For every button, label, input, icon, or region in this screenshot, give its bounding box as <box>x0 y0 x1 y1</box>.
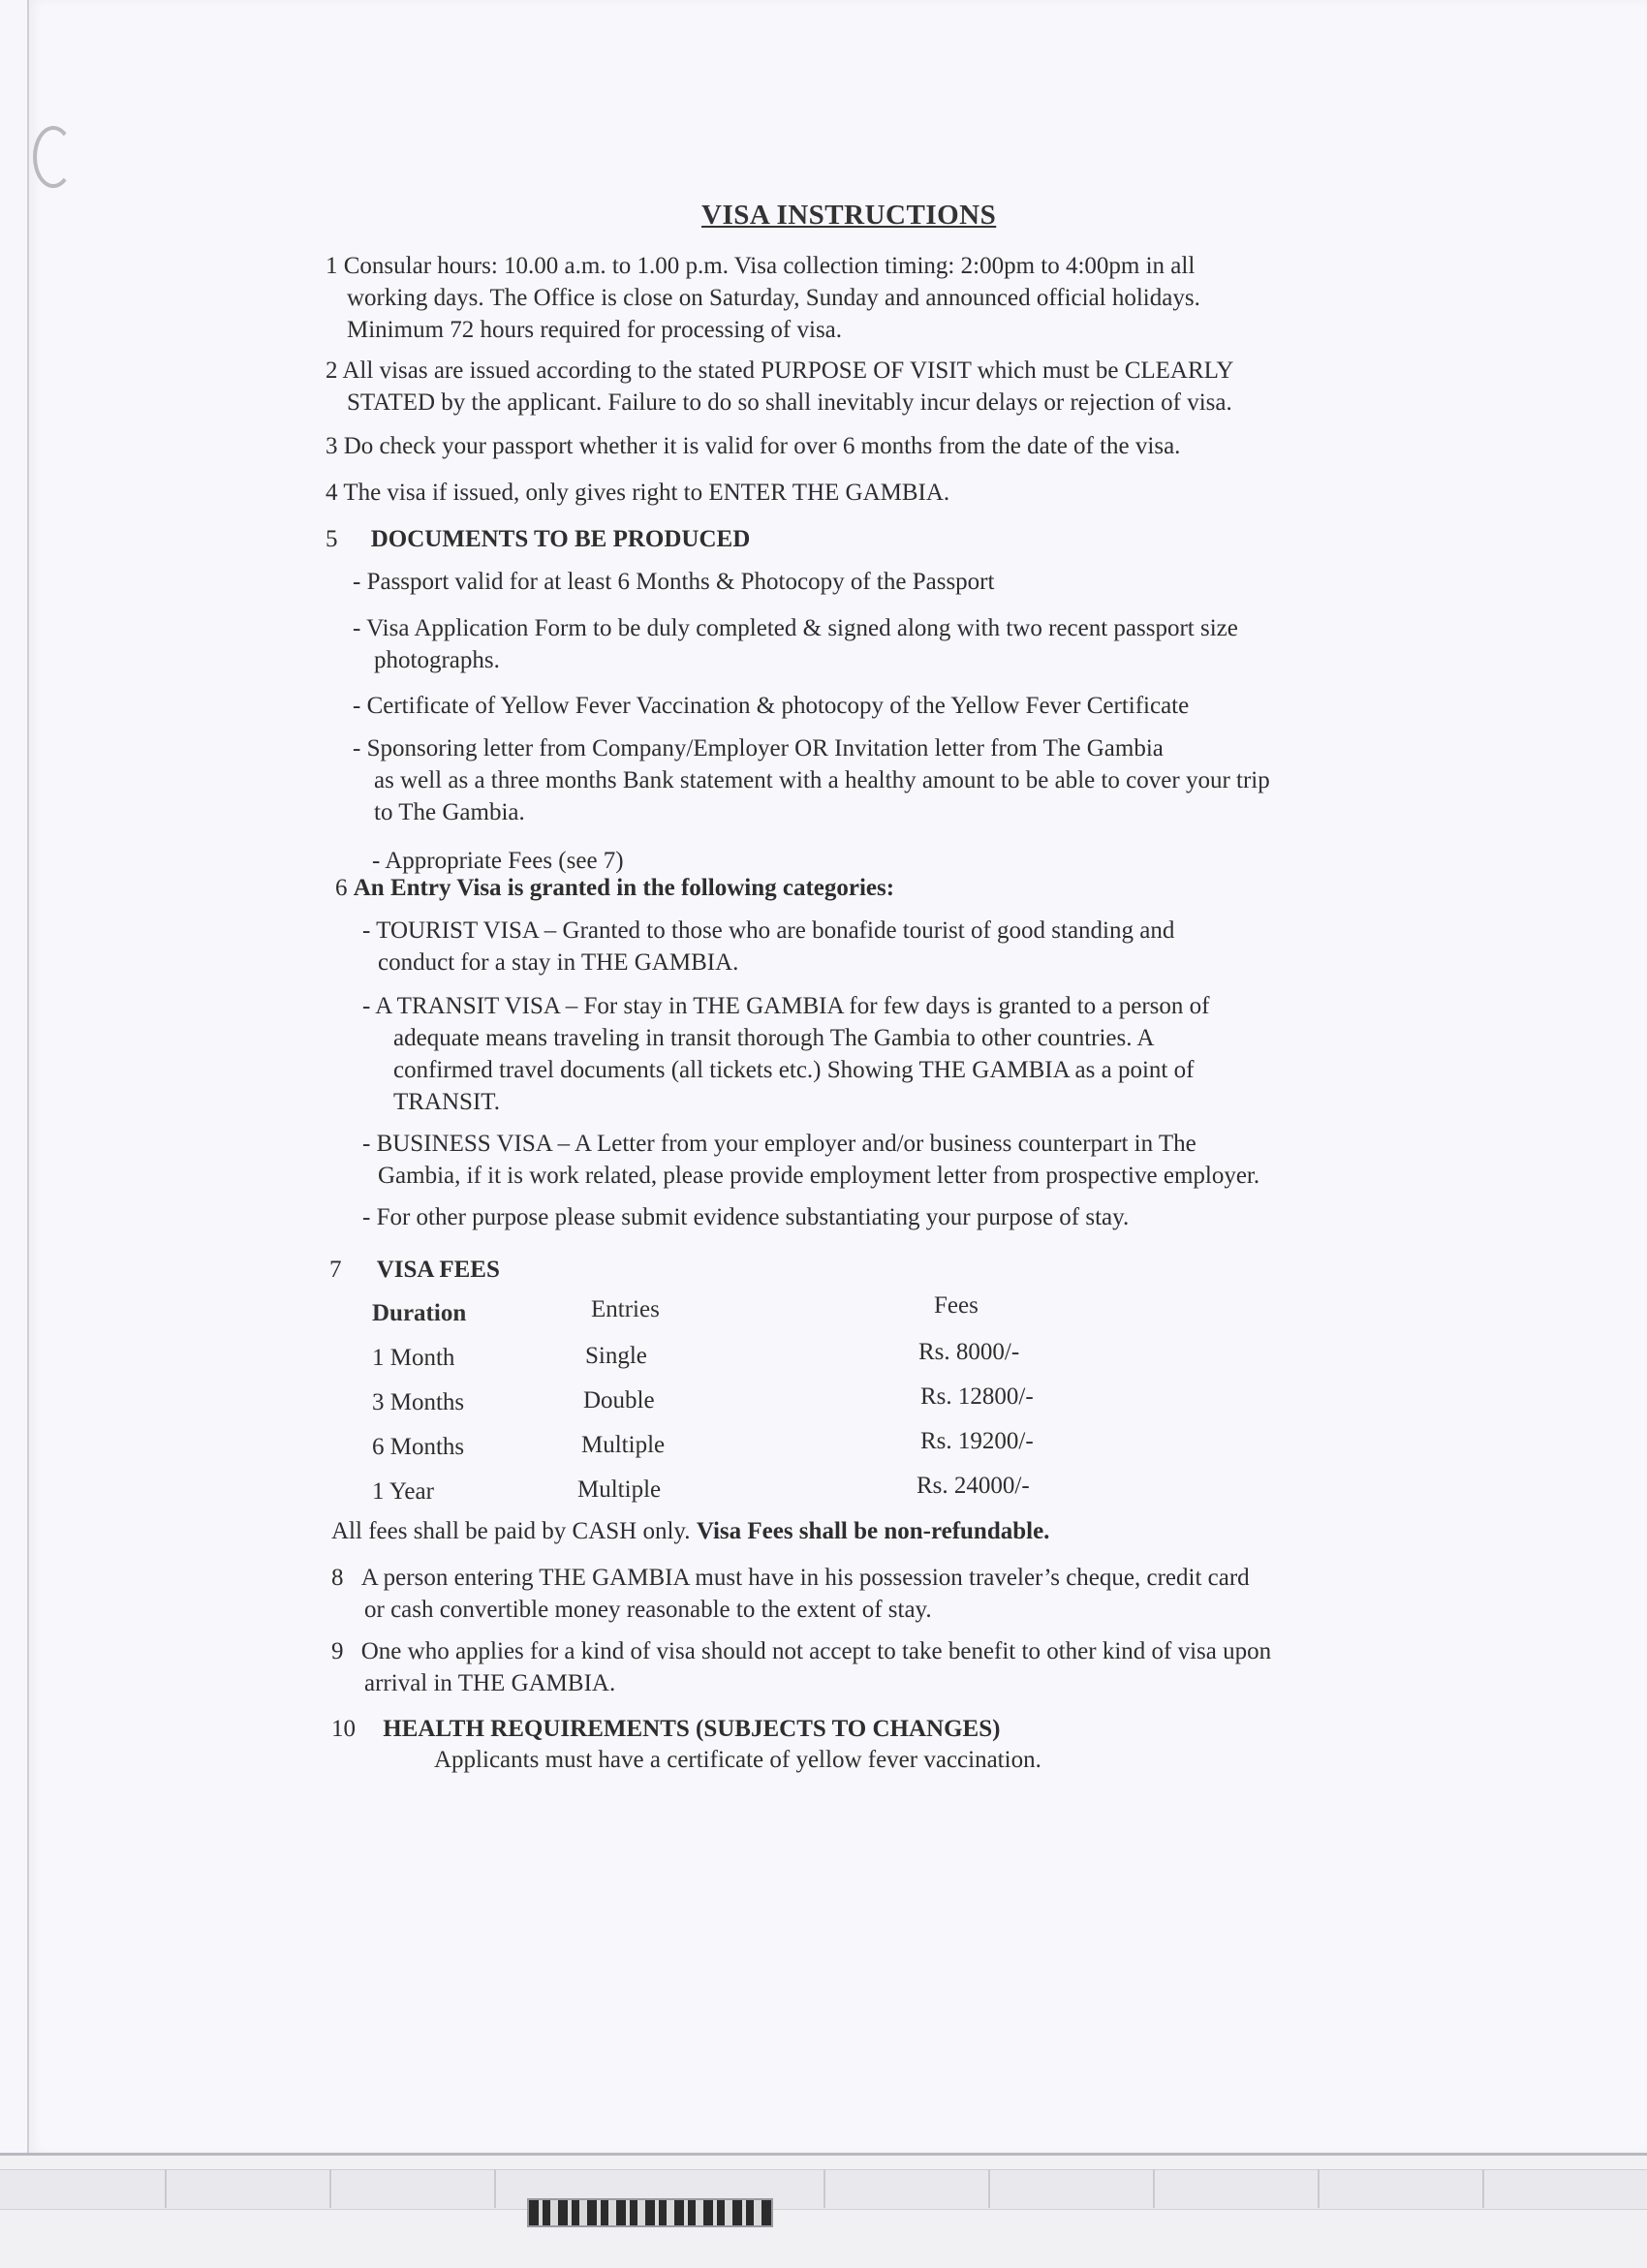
item-5-heading <box>326 523 750 555</box>
visa-category-text: - TOURIST VISA – Granted to those who are bonafide tourist of good standing and <box>362 917 1175 944</box>
fees-note-refund: Visa Fees shall be non-refundable. <box>696 1518 1050 1544</box>
item-number: 7 <box>329 1257 342 1283</box>
visa-category <box>362 990 1210 1118</box>
fees-note <box>331 1515 1049 1547</box>
doc-item-text: as well as a three months Bank statement with a healthy amount to be able to cover your trip <box>374 767 1270 793</box>
item-text: working days. The Office is close on Saturday, Sunday and announced official holidays. <box>347 285 1200 311</box>
item-text: A person entering THE GAMBIA must have in his possession traveler’s cheque, credit card <box>360 1565 1250 1591</box>
item-10-text: Applicants must have a certificate of yellow fever vaccination. <box>434 1747 1041 1773</box>
doc-item: - Certificate of Yellow Fever Vaccination & photocopy of the Yellow Fever Certificate <box>353 693 1190 719</box>
item-text: Do check your passport whether it is valid for over 6 months from the date of the visa. <box>343 433 1181 459</box>
item-number: 6 <box>335 875 348 901</box>
item-number: 5 <box>326 526 338 552</box>
scanner-cells <box>0 2169 1647 2208</box>
item-4 <box>326 477 949 509</box>
item-9 <box>331 1635 1271 1699</box>
item-number: 9 <box>331 1638 344 1664</box>
visa-category-text: TRANSIT. <box>393 1089 500 1115</box>
item-7-heading <box>329 1254 500 1286</box>
item-text: All visas are issued according to the stated PURPOSE OF VISIT which must be CLEARLY <box>342 357 1234 384</box>
table-cell: Double <box>583 1387 655 1414</box>
table-cell: Rs. 12800/- <box>920 1383 1034 1410</box>
doc-item <box>353 732 1270 828</box>
item-number: 2 <box>326 357 338 384</box>
visa-category <box>362 915 1174 979</box>
item-text: or cash convertible money reasonable to the extent of stay. <box>364 1597 932 1623</box>
section-heading: HEALTH REQUIREMENTS (SUBJECTS TO CHANGES) <box>383 1716 1001 1742</box>
table-cell: 1 Month <box>372 1345 455 1371</box>
table-cell: Rs. 8000/- <box>918 1339 1020 1365</box>
table-cell: 3 Months <box>372 1389 465 1415</box>
item-number: 3 <box>326 433 338 459</box>
item-1 <box>326 250 1200 346</box>
visa-category-text: - A TRANSIT VISA – For stay in THE GAMBIA for few days is granted to a person of <box>362 993 1210 1019</box>
table-cell: Rs. 19200/- <box>920 1428 1034 1454</box>
item-number: 4 <box>326 480 338 506</box>
visa-category-text: - BUSINESS VISA – A Letter from your employer and/or business counterpart in The <box>362 1131 1196 1157</box>
doc-item: - Appropriate Fees (see 7) <box>372 848 624 874</box>
column-header: Fees <box>934 1292 979 1319</box>
item-text: Minimum 72 hours required for processing of visa. <box>347 317 843 343</box>
fees-note-cash: All fees shall be paid by CASH only. <box>331 1518 691 1544</box>
table-cell: Multiple <box>577 1476 662 1503</box>
table-cell: 1 Year <box>372 1478 434 1505</box>
item-3 <box>326 430 1180 462</box>
item-number: 8 <box>331 1565 344 1591</box>
table-cell: 6 Months <box>372 1434 465 1460</box>
visa-category <box>362 1128 1259 1192</box>
item-number: 10 <box>331 1716 356 1742</box>
section-heading: An Entry Visa is granted in the following categories: <box>353 875 895 901</box>
visa-category-text: conduct for a stay in THE GAMBIA. <box>378 949 739 976</box>
page-title: VISA INSTRUCTIONS <box>701 200 997 231</box>
item-text: arrival in THE GAMBIA. <box>364 1670 616 1696</box>
table-cell: Single <box>585 1343 647 1369</box>
item-2 <box>326 355 1233 419</box>
item-10 <box>331 1713 1000 1745</box>
visa-category-text: Gambia, if it is work related, please provide employment letter from prospective employer. <box>378 1163 1260 1189</box>
visa-category-text: confirmed travel documents (all tickets etc.) Showing THE GAMBIA as a point of <box>393 1057 1195 1083</box>
scanner-edge <box>0 2153 1647 2268</box>
column-header: Duration <box>372 1300 467 1326</box>
item-number: 1 <box>326 253 338 279</box>
column-header: Entries <box>591 1296 660 1322</box>
item-text: One who applies for a kind of visa should not accept to take benefit to other kind of visa upon <box>360 1638 1272 1664</box>
doc-item-text: photographs. <box>374 647 500 673</box>
item-6-heading <box>335 872 894 904</box>
item-8 <box>331 1562 1250 1626</box>
item-text: STATED by the applicant. Failure to do so shall inevitably incur delays or rejection of visa. <box>347 389 1232 416</box>
section-heading: DOCUMENTS TO BE PRODUCED <box>370 526 751 552</box>
visa-category-text: adequate means traveling in transit thorough The Gambia to other countries. A <box>393 1025 1155 1051</box>
doc-item-text: to The Gambia. <box>374 799 525 825</box>
barcode-strip <box>527 2198 773 2227</box>
doc-item-text: - Sponsoring letter from Company/Employer OR Invitation letter from The Gambia <box>353 735 1164 761</box>
doc-item-text: - Visa Application Form to be duly completed & signed along with two recent passport size <box>353 615 1238 641</box>
item-text: The visa if issued, only gives right to ENTER THE GAMBIA. <box>343 480 950 506</box>
section-heading: VISA FEES <box>376 1257 500 1283</box>
visa-category: - For other purpose please submit evidence substantiating your purpose of stay. <box>362 1204 1130 1230</box>
doc-item: - Passport valid for at least 6 Months & Photocopy of the Passport <box>353 569 995 595</box>
item-text: Consular hours: 10.00 a.m. to 1.00 p.m. Visa collection timing: 2:00pm to 4:00pm in all <box>343 253 1196 279</box>
table-cell: Rs. 24000/- <box>917 1473 1030 1499</box>
table-cell: Multiple <box>581 1432 666 1458</box>
doc-item <box>353 612 1238 676</box>
